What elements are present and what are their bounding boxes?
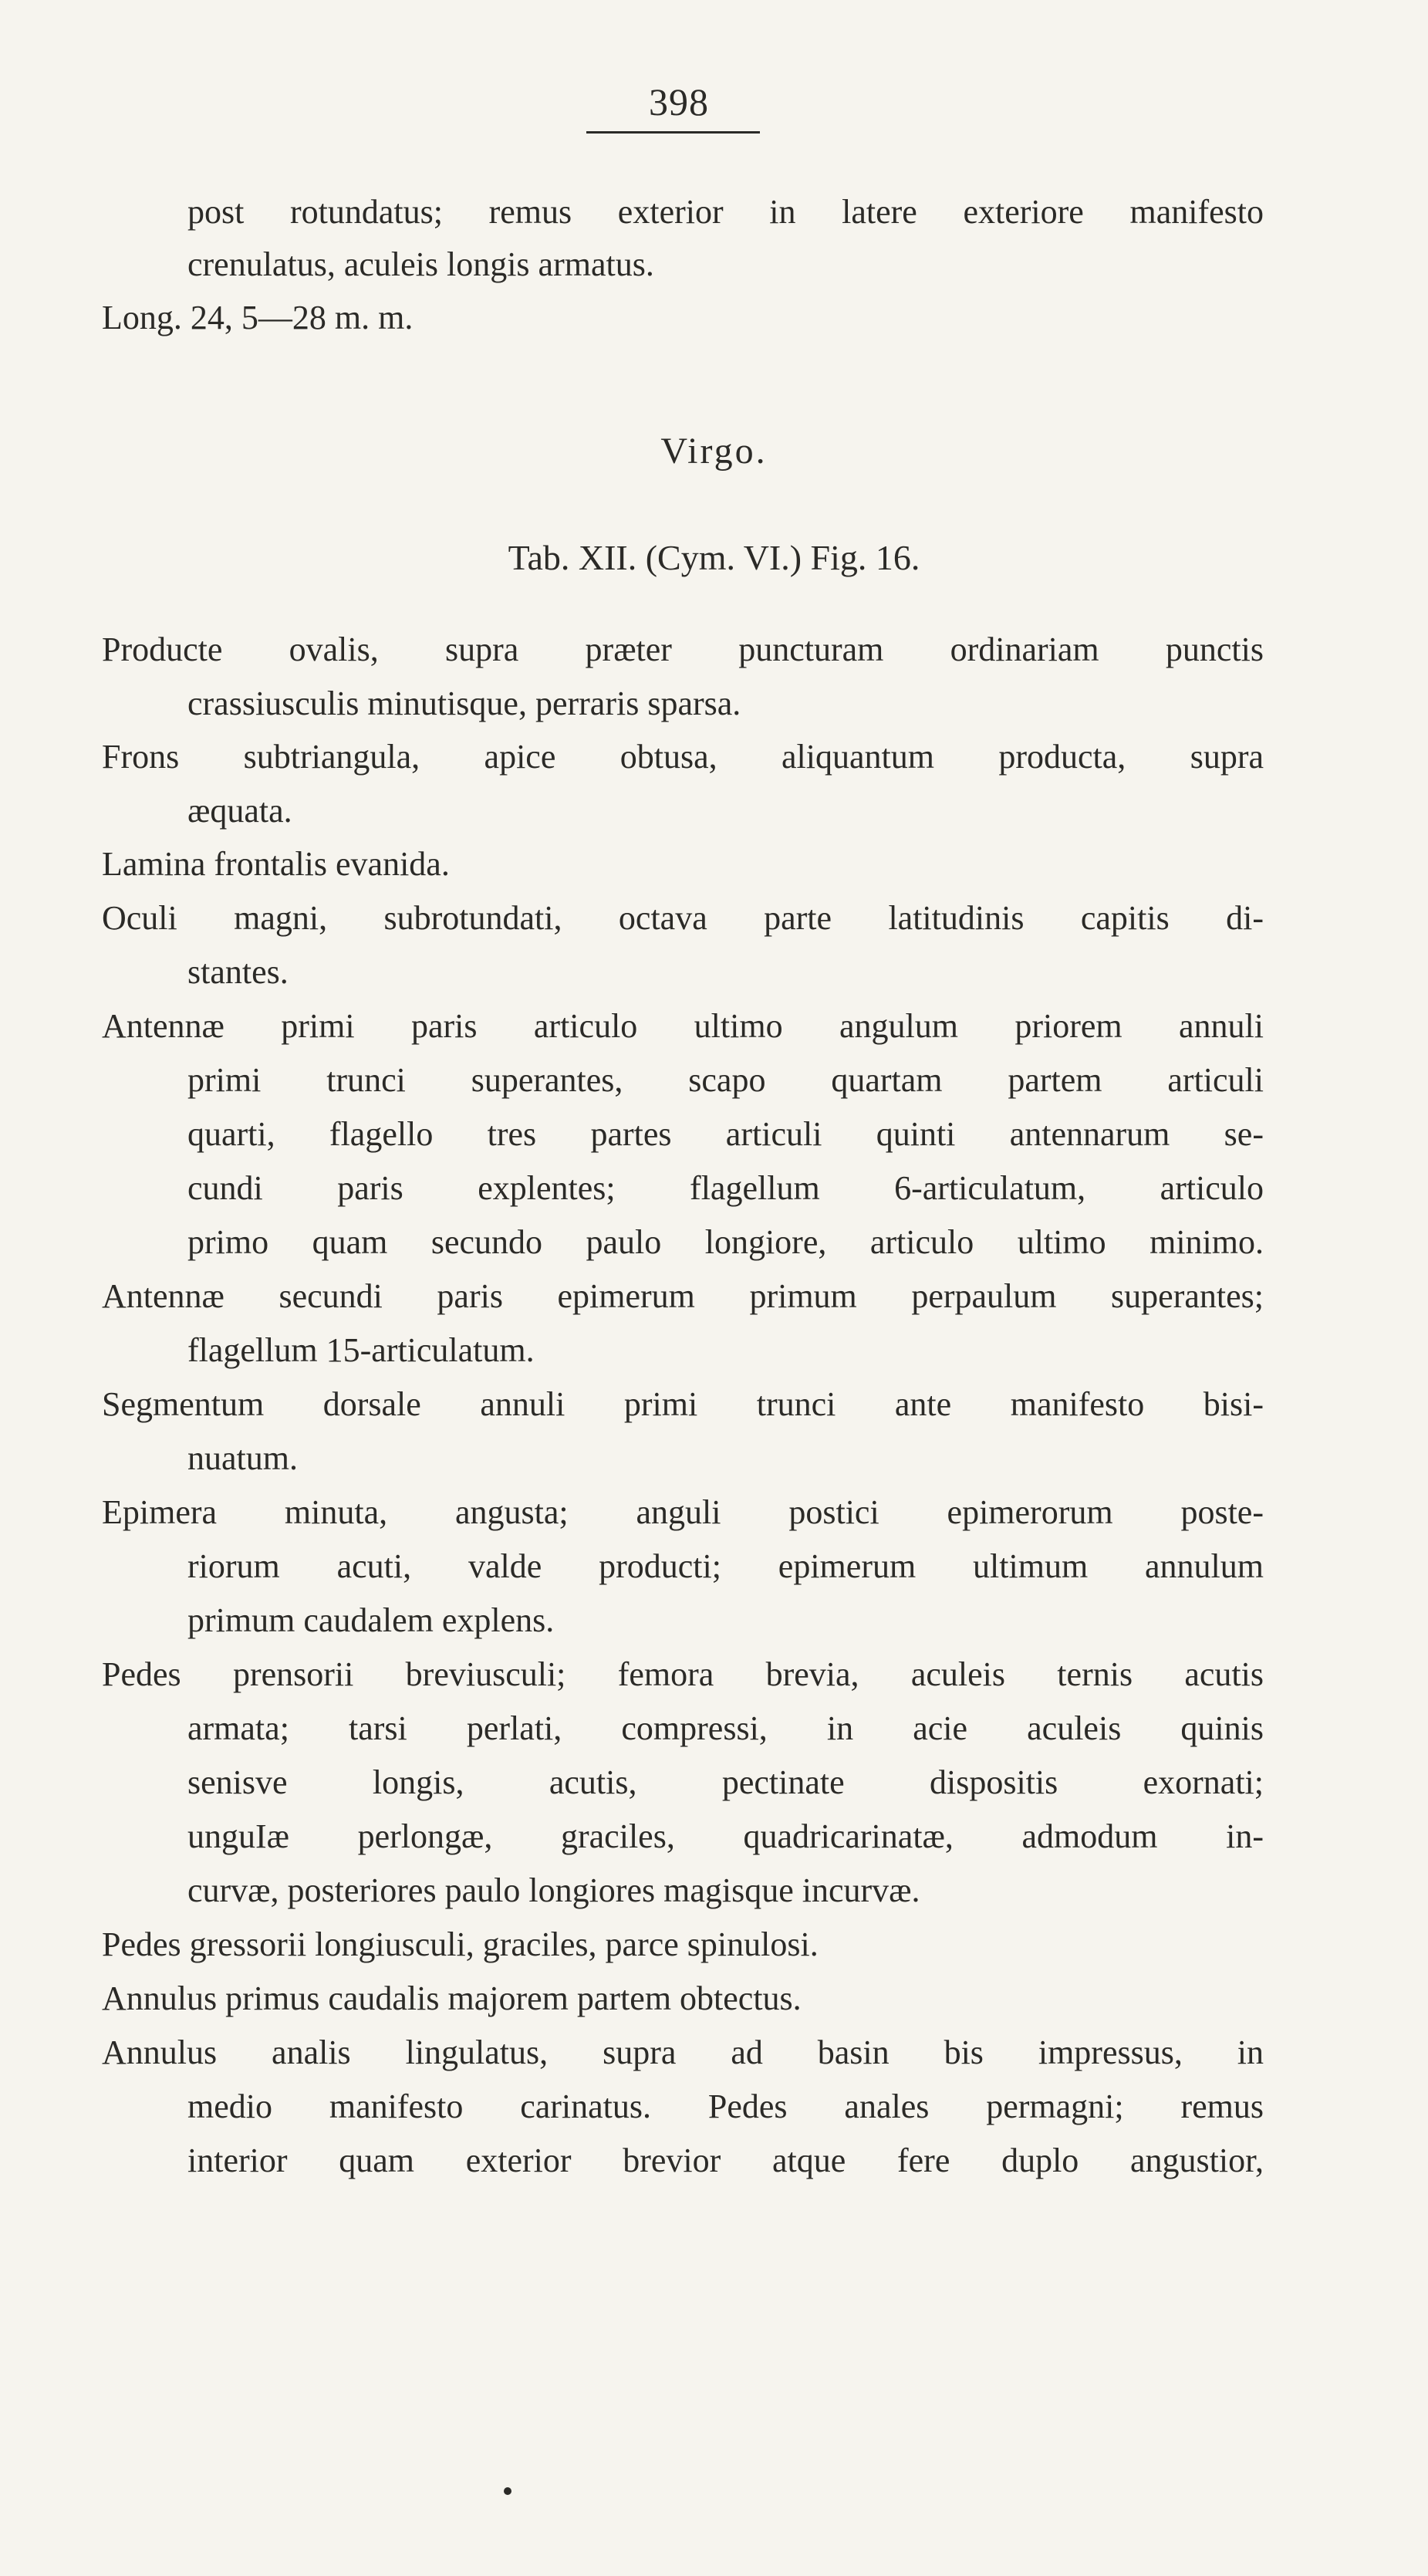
paragraph-first-line: Annulus primus caudalis majorem partem obtectus.	[102, 1979, 802, 2017]
paragraph-line: interior quam exterior brevior atque fere duplo angustior,	[187, 2142, 1264, 2179]
paragraph-line: curvæ, posteriores paulo longiores magisque incurvæ.	[187, 1871, 920, 1909]
paragraph-line: crassiusculis minutisque, perraris sparsa.	[187, 685, 741, 722]
paragraph-first-line: Segmentum dorsale annuli primi trunci ante manifesto bisi-	[102, 1385, 1264, 1423]
paragraph-first-line: Epimera minuta, angusta; anguli postici epimerorum poste-	[102, 1493, 1264, 1531]
paragraph-first-line: Frons subtriangula, apice obtusa, aliquantum producta, supra	[102, 738, 1264, 776]
paragraph-first-line: Pedes prensorii breviusculi; femora brevia, aculeis ternis acutis	[102, 1655, 1264, 1693]
paragraph-first-line: Antennæ secundi paris epimerum primum perpaulum superantes;	[102, 1277, 1264, 1315]
paragraph-line: æquata.	[187, 792, 292, 830]
paragraph-line: armata; tarsi perlati, compressi, in acie aculeis quinis	[187, 1709, 1264, 1747]
paragraph-first-line: Producte ovalis, supra præter puncturam ordinariam punctis	[102, 630, 1264, 668]
printer-dot	[504, 2487, 511, 2495]
text-line: post rotundatus; remus exterior in latere exteriore manifesto	[187, 193, 1264, 231]
paragraph-first-line: Lamina frontalis evanida.	[102, 845, 450, 883]
paragraph-line: senisve longis, acutis, pectinate dispositis exornati;	[187, 1763, 1264, 1801]
paragraph-line: nuatum.	[187, 1439, 298, 1477]
paragraph-line: primi trunci superantes, scapo quartam partem articuli	[187, 1061, 1264, 1099]
paragraph-first-line: Antennæ primi paris articulo ultimo angulum priorem annuli	[102, 1007, 1264, 1045]
section-title: Virgo.	[660, 431, 768, 472]
paragraph-line: medio manifesto carinatus. Pedes anales permagni; remus	[187, 2088, 1264, 2125]
paragraph-line: cundi paris explentes; flagellum 6-articulatum, articulo	[187, 1169, 1264, 1207]
paragraph-line: primo quam secundo paulo longiore, articulo ultimo minimo.	[187, 1223, 1264, 1261]
paragraph-first-line: Annulus analis lingulatus, supra ad basin bis impressus, in	[102, 2033, 1264, 2071]
paragraph-line: unguIæ perlongæ, graciles, quadricarinatæ, admodum in-	[187, 1817, 1264, 1855]
paragraph-line: quarti, flagello tres partes articuli quinti antennarum se-	[187, 1115, 1264, 1153]
paragraph-line: flagellum 15-articulatum.	[187, 1331, 535, 1369]
paragraph-first-line: Oculi magni, subrotundati, octava parte latitudinis capitis di-	[102, 899, 1264, 937]
paragraph-line: riorum acuti, valde producti; epimerum ultimum annulum	[187, 1547, 1264, 1585]
paragraph-first-line: Pedes gressorii longiusculi, graciles, parce spinulosi.	[102, 1925, 819, 1963]
page-number: 398	[649, 80, 709, 123]
figure-reference: Tab. XII. (Cym. VI.) Fig. 16.	[508, 538, 920, 577]
text-line: Long. 24, 5—28 m. m.	[102, 299, 414, 336]
paragraph-line: stantes.	[187, 953, 289, 991]
text-line: crenulatus, aculeis longis armatus.	[187, 245, 654, 283]
page-number-rule	[586, 131, 760, 134]
paragraph-line: primum caudalem explens.	[187, 1601, 555, 1639]
